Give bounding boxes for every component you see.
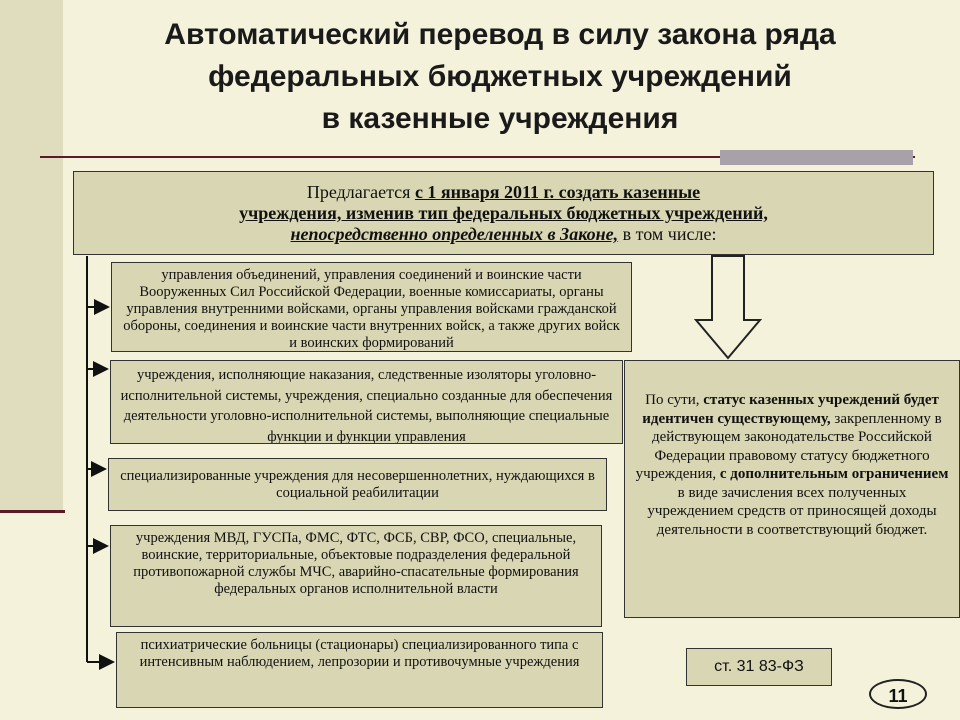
law-reference: ст. 31 83-ФЗ: [686, 648, 832, 686]
title-line-3: в казенные учреждения: [321, 102, 679, 135]
category-box-1: управления объединений, управления соединений и воинские части Вооруженных Сил Российской Федерации, военные комиссариаты, органы управления внутренними войсками, органы управления войсками гражданской обороны, соединения и воинские части внутренних войск, а также других войск и воинских формирований: [111, 262, 632, 352]
down-arrow-icon: [696, 256, 760, 358]
title-accent-bar: [720, 150, 913, 165]
page-number: 11: [869, 679, 927, 709]
proposal-bold-2: учреждения, изменив тип федеральных бюджетных учреждений,: [239, 203, 768, 223]
status-bold-2: с дополнительным ограничением: [719, 466, 949, 482]
status-text-2: закрепленному в действующем законодательстве Российской Федерации правовому статусу бюджетного учреждения,: [635, 410, 942, 482]
left-decor-rule: [0, 510, 65, 513]
title-line-2: федеральных бюджетных учреждений: [208, 60, 792, 93]
status-text-3: в виде зачисления всех полученных учреждением средств от приносящей доходы деятельности в соответствующий бюджет.: [647, 484, 937, 538]
category-box-5: психиатрические больницы (стационары) специализированного типа с интенсивным наблюдением, лепрозории и противочумные учреждения: [116, 632, 603, 708]
category-box-4: учреждения МВД, ГУСПа, ФМС, ФТС, ФСБ, СВР, ФСО, специальные, воинские, территориальные, объектовые подразделения федеральной противопожарной службы МЧС, аварийно-спасательные формирования федеральных органов исполнительной власти: [110, 525, 602, 627]
left-decor-strip: [0, 0, 63, 512]
proposal-bold-1: с 1 января 2011 г. создать казенные: [414, 182, 701, 202]
proposal-suffix: в том числе:: [618, 224, 717, 244]
category-box-3: специализированные учреждения для несовершеннолетних, нуждающихся в социальной реабилитации: [108, 458, 607, 511]
status-text-1: По сути,: [645, 392, 704, 408]
category-box-2: [110, 360, 623, 444]
status-bold-1: статус казенных учреждений будет идентичен существующему,: [642, 392, 939, 427]
proposal-prefix: Предлагается: [306, 182, 415, 202]
title-line-1: Автоматический перевод в силу закона ряда: [164, 18, 836, 51]
slide-title: [100, 14, 900, 140]
status-explanation-box: [624, 360, 960, 618]
proposal-box: [73, 171, 934, 255]
category-2-text: учреждения, исполняющие наказания, следственные изоляторы уголовно-исполнительной системы, учреждения, специально созданные для обеспечения деятельности уголовно-исполнительной системы, выполняющие специальные функции и функции управления: [120, 367, 613, 444]
proposal-bold-italic: непосредственно определенных в Законе,: [290, 224, 619, 244]
